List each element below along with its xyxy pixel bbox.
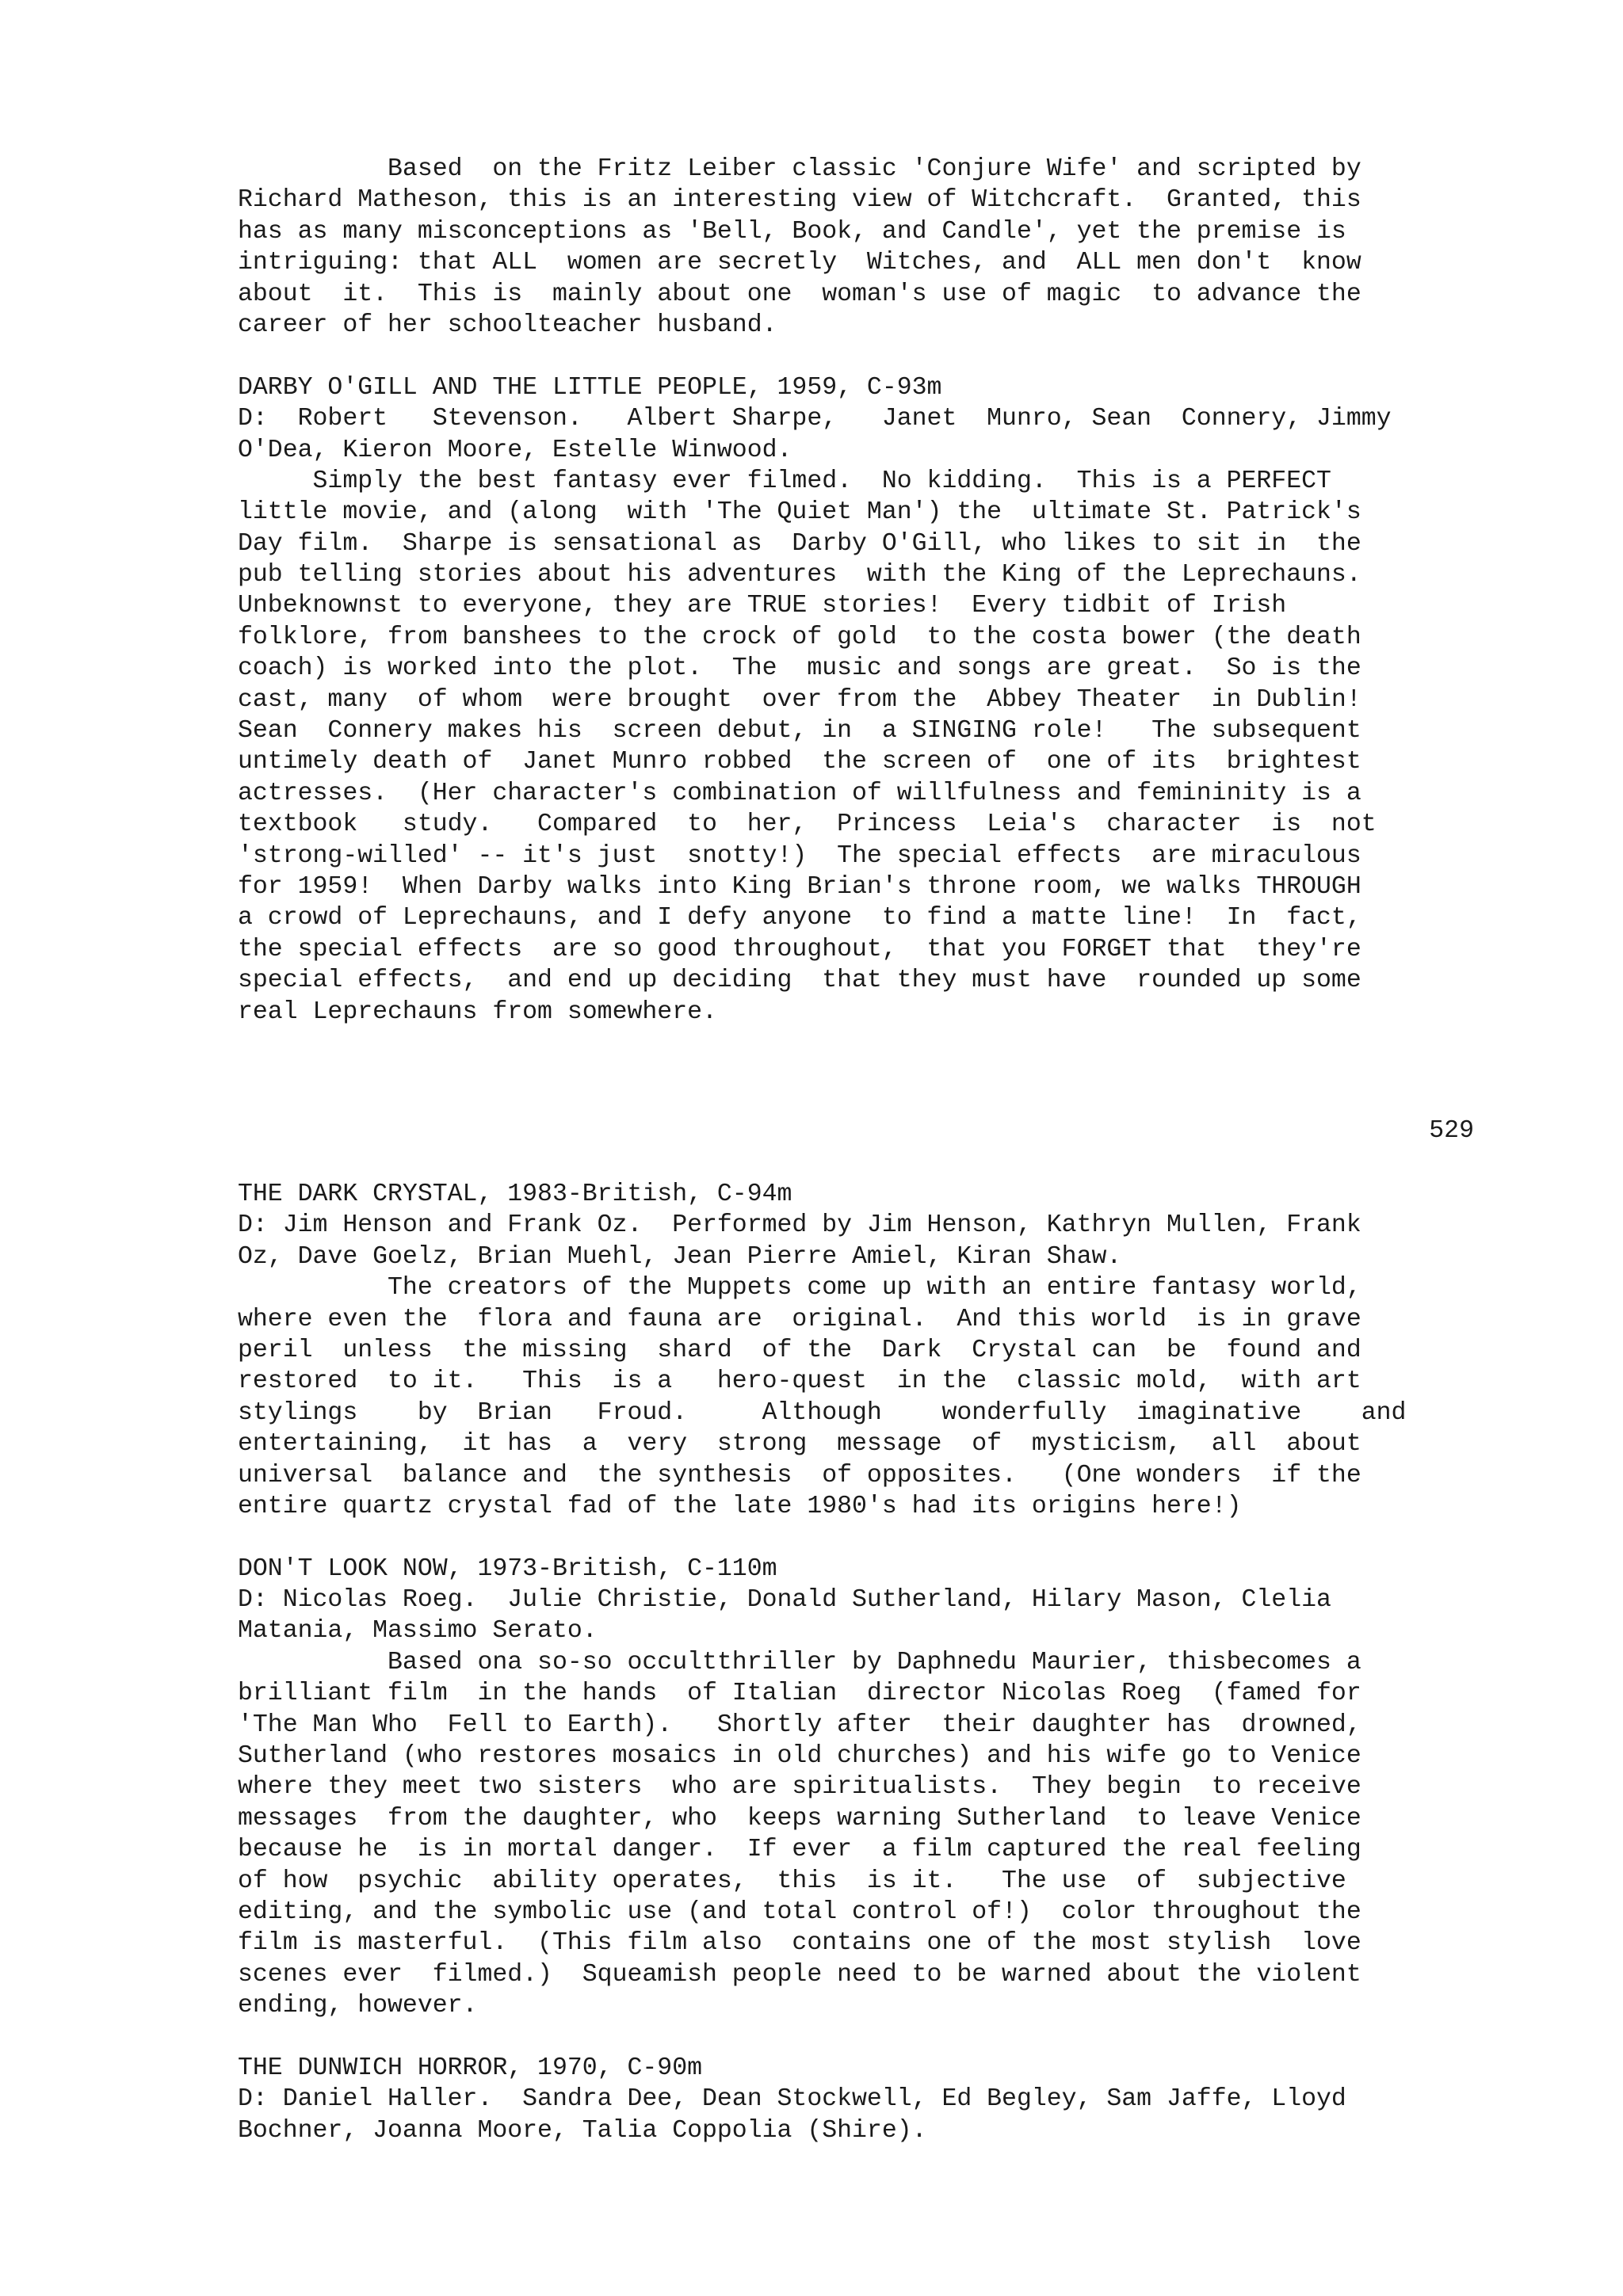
text-line: has as many misconceptions as 'Bell, Book, and Candle', yet the premise is xyxy=(238,217,1346,246)
text-line: scenes ever filmed.) Squeamish people need to be warned about the violent xyxy=(238,1960,1361,1989)
text-line: coach) is worked into the plot. The music and songs are great. So is the xyxy=(238,654,1361,683)
text-line: untimely death of Janet Munro robbed the screen of one of its brightest xyxy=(238,748,1361,776)
text-line: stylings by Brian Froud. Although wonderfully imaginative and xyxy=(238,1398,1407,1427)
page-top-section xyxy=(238,154,1474,1028)
text-line: The creators of the Muppets come up with an entire fantasy world, xyxy=(238,1274,1361,1302)
text-line: entire quartz crystal fad of the late 1980's had its origins here!) xyxy=(238,1492,1242,1520)
text-line: peril unless the missing shard of the Dark Crystal can be found and xyxy=(238,1336,1361,1364)
text-line: Sean Connery makes his screen debut, in a SINGING role! The subsequent xyxy=(238,717,1361,746)
text-line: Simply the best fantasy ever filmed. No kidding. This is a PERFECT xyxy=(238,467,1331,495)
intro-paragraph xyxy=(238,154,1474,341)
text-line: because he is in mortal danger. If ever a film captured the real feeling xyxy=(238,1836,1361,1864)
text-line: entertaining, it has a very strong message of mysticism, all about xyxy=(238,1430,1361,1459)
film-entry-darby-ogill xyxy=(238,372,1474,1028)
text-line: cast, many of whom were brought over from the Abbey Theater in Dublin! xyxy=(238,685,1361,714)
text-line: Unbeknownst to everyone, they are TRUE stories! Every tidbit of Irish xyxy=(238,592,1287,620)
film-entry-dont-look-now xyxy=(238,1554,1474,2022)
text-line: Sutherland (who restores mosaics in old churches) and his wife go to Venice xyxy=(238,1742,1361,1771)
film-entry-dark-crystal xyxy=(238,1179,1474,1522)
film-heading: THE DUNWICH HORROR, 1970, C-90m xyxy=(238,2054,702,2082)
film-credits: O'Dea, Kieron Moore, Estelle Winwood. xyxy=(238,436,792,464)
film-credits: Bochner, Joanna Moore, Talia Coppolia (Shire). xyxy=(238,2116,927,2145)
text-line: where even the flora and fauna are original. And this world is in grave xyxy=(238,1305,1361,1333)
text-line: the special effects are so good throughout, that you FORGET that they're xyxy=(238,935,1361,963)
text-line: intriguing: that ALL women are secretly Witches, and ALL men don't know xyxy=(238,249,1361,277)
text-line: of how psychic ability operates, this is it. The use of subjective xyxy=(238,1867,1346,1895)
text-line: textbook study. Compared to her, Princess Leia's character is not xyxy=(238,810,1377,839)
text-line: universal balance and the synthesis of opposites. (One wonders if the xyxy=(238,1461,1361,1489)
page-number: 529 xyxy=(1429,1117,1474,1145)
text-line: pub telling stories about his adventures with the King of the Leprechauns. xyxy=(238,561,1361,589)
film-heading: DARBY O'GILL AND THE LITTLE PEOPLE, 1959, C-93m xyxy=(238,373,942,402)
page-bottom-section xyxy=(238,1179,1474,2146)
text-line: Richard Matheson, this is an interesting view of Witchcraft. Granted, this xyxy=(238,186,1361,215)
text-line: special effects, and end up deciding that they must have rounded up some xyxy=(238,967,1361,995)
text-line: real Leprechauns from somewhere. xyxy=(238,997,717,1026)
text-line: 'The Man Who Fell to Earth). Shortly after their daughter has drowned, xyxy=(238,1711,1361,1739)
text-line: little movie, and (along with 'The Quiet Man') the ultimate St. Patrick's xyxy=(238,498,1361,527)
text-line: for 1959! When Darby walks into King Brian's throne room, we walks THROUGH xyxy=(238,872,1361,901)
text-line: messages from the daughter, who keeps warning Sutherland to leave Venice xyxy=(238,1804,1361,1833)
text-line: Day film. Sharpe is sensational as Darby O'Gill, who likes to sit in the xyxy=(238,529,1361,558)
text-line: Based on the Fritz Leiber classic 'Conjure Wife' and scripted by xyxy=(238,155,1361,183)
text-line: film is masterful. (This film also contains one of the most stylish love xyxy=(238,1929,1361,1958)
film-credits: D: Daniel Haller. Sandra Dee, Dean Stockwell, Ed Begley, Sam Jaffe, Lloyd xyxy=(238,2085,1346,2114)
text-line: restored to it. This is a hero-quest in the classic mold, with art xyxy=(238,1367,1361,1396)
text-line: Based ona so-so occultthriller by Daphnedu Maurier, thisbecomes a xyxy=(238,1648,1361,1676)
film-credits: D: Jim Henson and Frank Oz. Performed by Jim Henson, Kathryn Mullen, Frank xyxy=(238,1211,1361,1240)
film-credits: D: Nicolas Roeg. Julie Christie, Donald Sutherland, Hilary Mason, Clelia xyxy=(238,1586,1331,1615)
text-line: editing, and the symbolic use (and total control of!) color throughout the xyxy=(238,1897,1361,1926)
film-entry-dunwich-horror xyxy=(238,2053,1474,2146)
film-credits: D: Robert Stevenson. Albert Sharpe, Janet Munro, Sean Connery, Jimmy xyxy=(238,405,1392,433)
text-line: ending, however. xyxy=(238,1992,478,2020)
text-line: where they meet two sisters who are spiritualists. They begin to receive xyxy=(238,1773,1361,1802)
text-line: a crowd of Leprechauns, and I defy anyone to find a matte line! In fact, xyxy=(238,904,1361,933)
text-line: brilliant film in the hands of Italian director Nicolas Roeg (famed for xyxy=(238,1680,1361,1708)
film-credits: Matania, Massimo Serato. xyxy=(238,1617,598,1646)
film-credits: Oz, Dave Goelz, Brian Muehl, Jean Pierre Amiel, Kiran Shaw. xyxy=(238,1242,1122,1271)
text-line: about it. This is mainly about one woman's use of magic to advance the xyxy=(238,280,1361,308)
text-line: 'strong-willed' -- it's just snotty!) The special effects are miraculous xyxy=(238,841,1361,870)
film-heading: THE DARK CRYSTAL, 1983-British, C-94m xyxy=(238,1180,792,1208)
text-line: career of her schoolteacher husband. xyxy=(238,311,777,339)
text-line: folklore, from banshees to the crock of gold to the costa bower (the death xyxy=(238,623,1361,651)
film-heading: DON'T LOOK NOW, 1973-British, C-110m xyxy=(238,1554,777,1583)
text-line: actresses. (Her character's combination of willfulness and femininity is a xyxy=(238,779,1361,807)
